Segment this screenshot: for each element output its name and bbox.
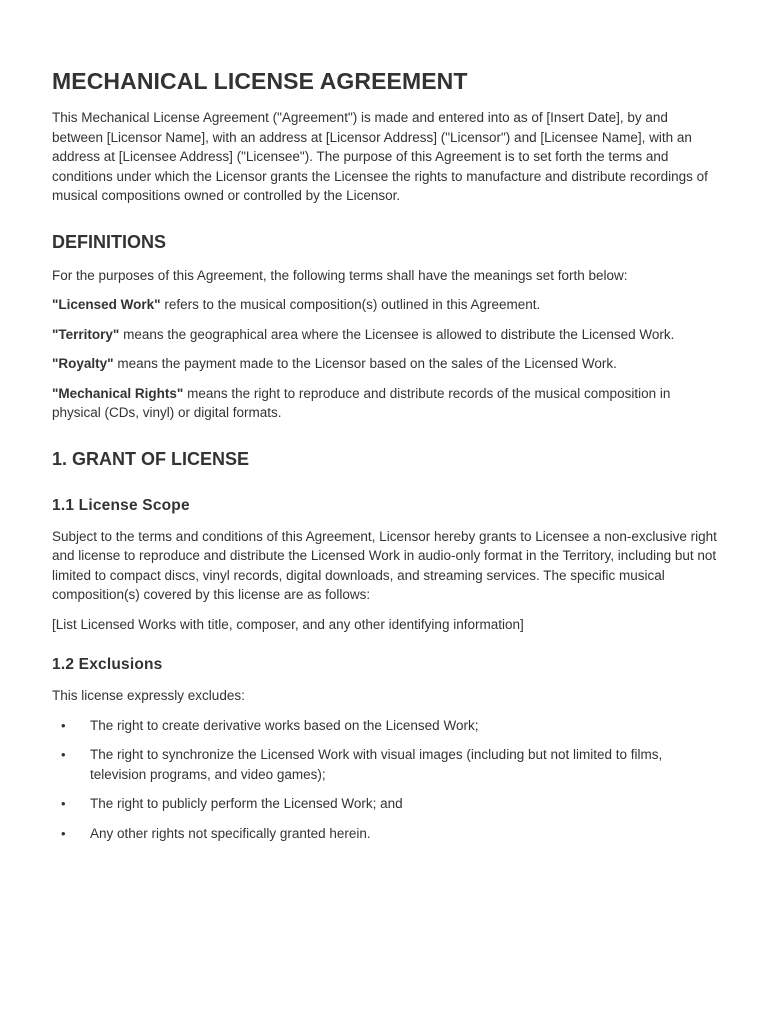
exclusions-list [52, 716, 722, 844]
document-title: MECHANICAL LICENSE AGREEMENT [52, 68, 468, 94]
definitions-heading: DEFINITIONS [52, 231, 167, 252]
bullet-icon: • [61, 747, 66, 762]
definition-territory [52, 325, 722, 345]
list-item [52, 745, 722, 784]
bullet-icon: • [61, 796, 66, 811]
definition-text: refers to the musical composition(s) outlined in this Agreement. [160, 297, 541, 312]
definition-term: "Territory" [52, 326, 120, 342]
list-item [52, 716, 722, 736]
definition-text: means the right to reproduce and distribute records of the musical composition in physical (CDs, vinyl) or digital formats. [52, 385, 671, 420]
definition-royalty [52, 354, 722, 374]
definition-mechanical-rights [52, 384, 722, 423]
bullet-icon: • [61, 825, 66, 841]
list-item-text: The right to publicly perform the Licensed Work; and [90, 796, 403, 811]
exclusions-heading: 1.2 Exclusions [52, 656, 163, 673]
document-page [52, 68, 722, 853]
grant-of-license-heading: 1. GRANT OF LICENSE [52, 448, 250, 469]
list-item-text: Any other rights not specifically granted herein. [90, 825, 371, 841]
definition-text: means the payment made to the Licensor based on the sales of the Licensed Work. [113, 356, 617, 371]
exclusions-lead: This license expressly excludes: [52, 688, 245, 703]
bullet-icon: • [61, 717, 66, 733]
license-scope-heading: 1.1 License Scope [52, 496, 190, 514]
definition-term: "Royalty" [52, 356, 114, 371]
list-item [52, 824, 722, 844]
list-item-text: The right to create derivative works based on the Licensed Work; [90, 717, 479, 733]
licensed-works-placeholder: [List Licensed Works with title, composer, and any other identifying information] [52, 616, 524, 632]
license-scope-paragraph: Subject to the terms and conditions of this Agreement, Licensor hereby grants to Licensee a non-exclusive right and license to reproduce and distribute the Licensed Work in audio-only format in the Territory, including but not limited to compact discs, vinyl records, digital downloads, and streaming services. The specific musical composition(s) covered by this license are as follows: [52, 528, 717, 602]
list-item-text: The right to synchronize the Licensed Work with visual images (including but not limited to films, television programs, and video games); [90, 747, 663, 782]
definition-text: means the geographical area where the Licensee is allowed to distribute the Licensed Work. [119, 326, 675, 342]
definition-term: "Mechanical Rights" [52, 385, 184, 401]
definition-term: "Licensed Work" [52, 297, 161, 312]
intro-paragraph: This Mechanical License Agreement ("Agreement") is made and entered into as of [Insert Date], by and between [Licensor Name], with an address at [Licensor Address] ("Licensor") and [Licensee Name], with an address at [Licensee Address] ("Licensee"). The purpose of this Agreement is to set forth the terms and conditions under which the Licensor grants the Licensee the rights to manufacture and distribute recordings of musical compositions owned or controlled by the Licensor. [52, 110, 708, 203]
list-item [52, 794, 722, 814]
definitions-lead: For the purposes of this Agreement, the following terms shall have the meanings set forth below: [52, 267, 628, 283]
definition-licensed-work [52, 295, 722, 315]
